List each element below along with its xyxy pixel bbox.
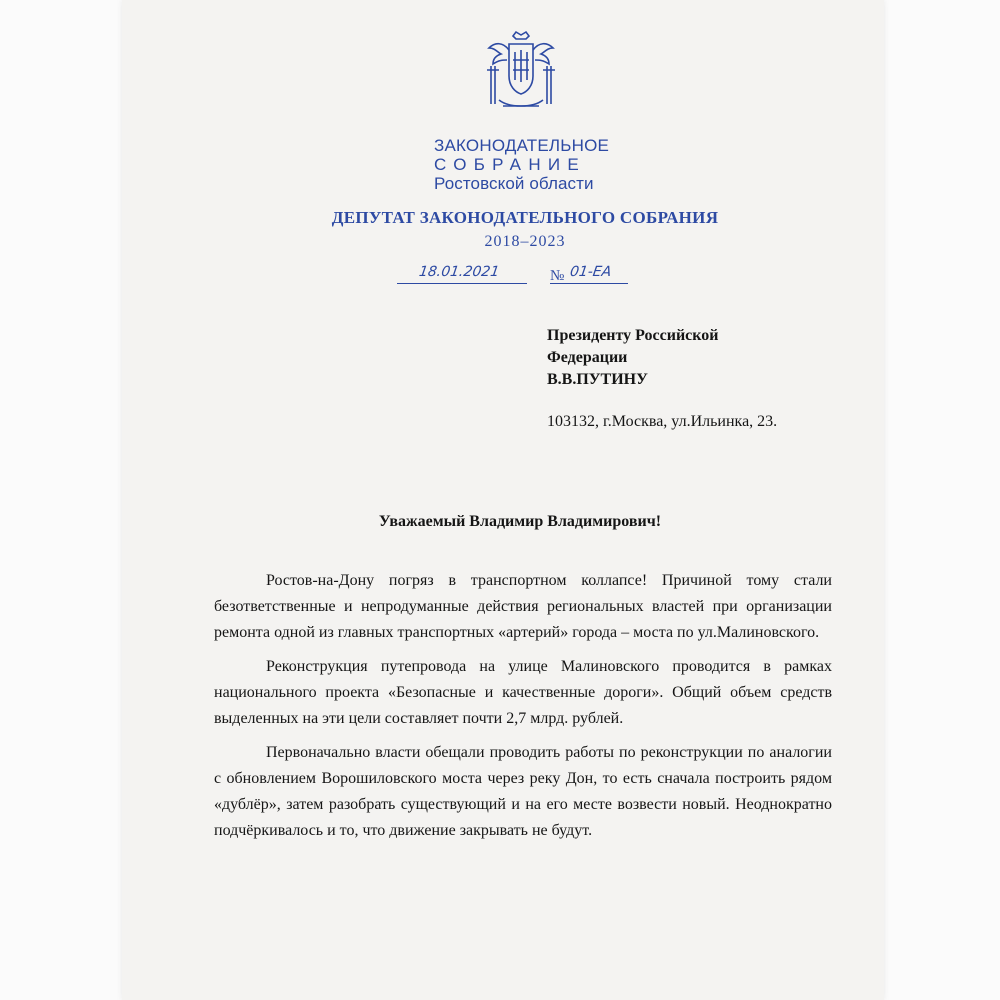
handwritten-date: 18.01.2021	[417, 264, 501, 280]
salutation: Уважаемый Владимир Владимирович!	[378, 513, 662, 530]
body-paragraph: Реконструкция путепровода на улице Малиновского проводится в рамках национального проекта «Безопасные и качественные дороги». Общий объем средств выделенных на эти цели составляет почти 2,7 млрд. рублей.	[214, 658, 832, 727]
number-underline	[550, 283, 628, 284]
handwritten-number: 01-ЕА	[568, 264, 613, 280]
addressee-address: 103132, г.Москва, ул.Ильинка, 23.	[547, 413, 778, 430]
addressee-line3: В.В.ПУТИНУ	[547, 371, 648, 388]
background-left	[0, 0, 122, 1000]
date-underline	[397, 283, 527, 284]
addressee-line1: Президенту Российской	[547, 327, 719, 344]
addressee-block	[547, 325, 837, 391]
organization-name	[434, 136, 634, 193]
org-name-line3: Ростовской области	[434, 174, 594, 193]
body-paragraph: Первоначально власти обещали проводить работы по реконструкции по аналогии с обновлением Ворошиловского моста через реку Дон, то есть сначала построить рядом «дублёр», затем разобрать существующий и на его месте возвести новый. Неоднократно подчёркивалось и то, что движение закрывать не будут.	[214, 744, 832, 839]
org-name-line2: СОБРАНИЕ	[434, 155, 587, 174]
number-prefix: №	[550, 268, 565, 284]
org-name-line1: ЗАКОНОДАТЕЛЬНОЕ	[434, 136, 610, 155]
background-right	[884, 0, 1000, 1000]
term-years: 2018–2023	[484, 233, 566, 250]
addressee-line2: Федерации	[547, 349, 628, 366]
body-paragraph: Ростов-на-Дону погряз в транспортном коллапсе! Причиной тому стали безответственные и непродуманные действия региональных властей при организации ремонта одной из главных транспортных «артерий» города – моста по ул.Малиновского.	[214, 572, 832, 641]
deputy-title: ДЕПУТАТ ЗАКОНОДАТЕЛЬНОГО СОБРАНИЯ	[331, 208, 719, 227]
coat-of-arms-icon	[483, 30, 559, 112]
letter-body	[214, 568, 832, 852]
